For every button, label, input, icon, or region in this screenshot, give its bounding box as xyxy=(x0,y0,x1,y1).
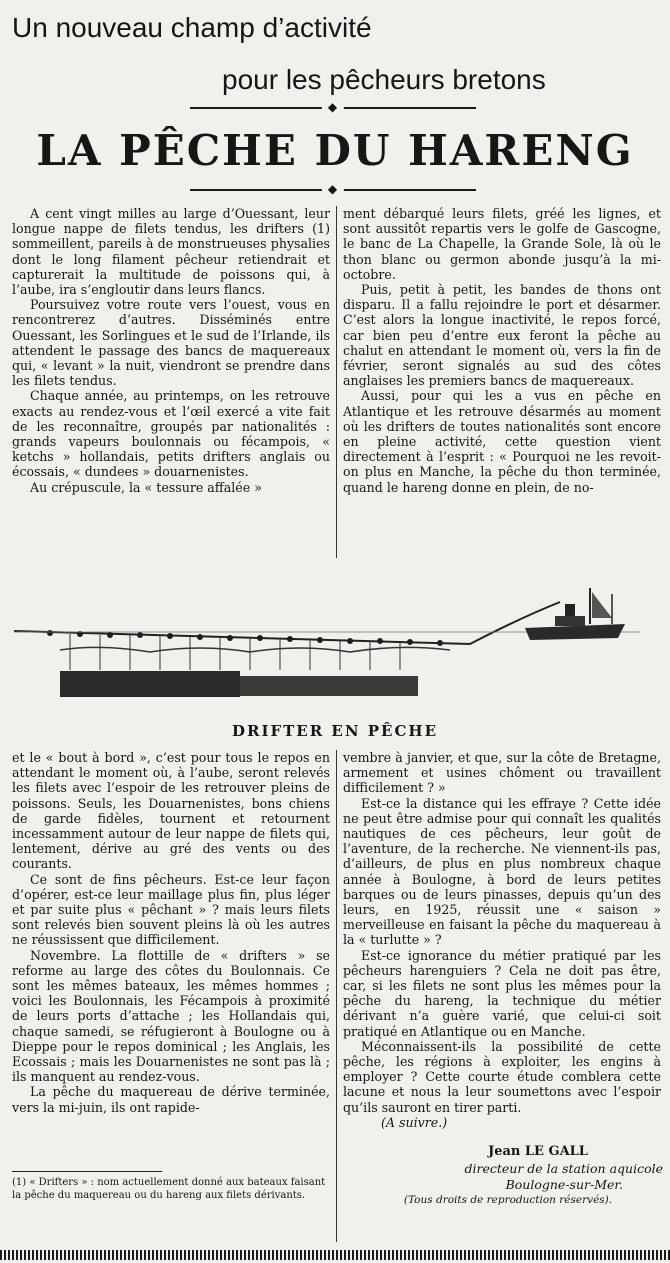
paragraph: Est-ce ignorance du métier pratiqué par les pêcheurs harenguiers ? Cela ne doit pas être, car, si les filets ne sont plus les mêmes pour la pêche du hareng, la technique du métier dérivant n’a guère varié, que celui-ci soit pratiqué en Atlantique ou en Manche. xyxy=(343,947,661,1039)
rights-notice: (Tous droits de reproduction réservés). xyxy=(403,1194,613,1206)
column-1 xyxy=(12,206,330,558)
paragraph: La pêche du maquereau de dérive terminée, vers la mi-juin, ils ont rapide- xyxy=(12,1084,330,1115)
ornamental-rule-bottom xyxy=(190,184,476,196)
column-divider xyxy=(336,750,337,1242)
author-location: Boulogne-sur-Mer. xyxy=(505,1177,623,1192)
author-name: Jean LE GALL xyxy=(488,1144,588,1159)
column-3 xyxy=(12,750,330,1168)
paragraph: et le « bout à bord », c’est pour tous le repos en attendant le moment où, à l’aube, seront relevés les filets avec l’espoir de les retrouver pleins de poissons. Seuls, les Douarnenistes, bons chiens de garde fidèles, tournent et retournent incessamment autour de leur nappe de filets qui, lentement, dérive au gré des vents ou des courants. xyxy=(12,750,330,872)
footnote: (1) « Drifters » : nom actuellement donné aux bateaux faisant la pêche du maquereau ou du hareng aux filets dérivants. xyxy=(12,1177,326,1201)
drifter-illustration xyxy=(0,578,670,706)
kicker-line-1: Un nouveau champ d’activité xyxy=(12,12,372,43)
headline: LA PÊCHE DU HARENG xyxy=(36,126,634,175)
signature-block xyxy=(353,1143,663,1208)
illustration-caption: DRIFTER EN PÊCHE xyxy=(231,722,439,740)
paragraph: Puis, petit à petit, les bandes de thons ont disparu. Il a fallu rejoindre le port et désarmer. C’est alors la longue inactivité, le repos forcé, car bien peu d’entre eux feront la pêche au chalut en attendant le moment où, vers la fin de février, seront signalés au sud des côtes anglaises les premiers bancs de maquereaux. xyxy=(343,282,661,389)
column-4 xyxy=(343,750,661,1145)
paragraph: Aussi, pour qui les a vus en pêche en Atlantique et les retrouve désarmés au moment où les drifters de toutes nationalités sont encore en pleine activité, cette question vient directement à l’esprit : « Pourquoi ne les revoit-on plus en Manche, la pêche du thon terminée, quand le hareng donne en plein, de no- xyxy=(343,388,661,495)
paragraph: Est-ce la distance qui les effraye ? Cette idée ne peut être admise pour qui connaît les qualités nautiques de ces pêcheurs, leur goût de l’aventure, de la recherche. Ne viennent-ils pas, d’ailleurs, de plus en plus nombreux chaque année à Boulogne, à bord de leurs petites barques ou de leurs pinasses, depuis qu’un des leurs, en 1925, réussit une « saison » merveilleuse en faisant la pêche du maquereau à la « turlutte » ? xyxy=(343,795,661,948)
paragraph: Novembre. La flottille de « drifters » se reforme au large des côtes du Boulonnais. Ce sont les mêmes bateaux, les mêmes hommes ; voici les Boulonnais, les Fécampois à proximité de leurs ports d’attache ; les Hollandais qui, chaque samedi, se réfugieront à Boulogne ou à Dieppe pour le repos dominical ; les Anglais, les Ecossais ; mais les Douarnenistes ne sont pas là ; ils manquent au rendez-vous. xyxy=(12,947,330,1085)
ornament-icon: ◆ xyxy=(322,98,344,116)
paragraph: A cent vingt milles au large d’Ouessant, leur longue nappe de filets tendus, les drifters (1) sommeillent, pareils à de monstrueuses physalies dont le long filament pêcheur retiendrait et capturerait la multitude de poissons qui, à l’aube, ira s’engloutir dans leurs flancs. xyxy=(12,206,330,298)
paragraph: ment débarqué leurs filets, gréé les lignes, et sont aussitôt repartis vers le golfe de Gascogne, le banc de La Chapelle, la Grande Sole, là où le thon blanc ou germon abonde jusqu’à la mi-octobre. xyxy=(343,206,661,282)
kicker-line-2: pour les pêcheurs bretons xyxy=(222,64,546,95)
to-be-continued: (A suivre.) xyxy=(381,1114,448,1130)
ornamental-rule-top xyxy=(190,102,476,114)
column-divider xyxy=(336,206,337,558)
paragraph: vembre à janvier, et que, sur la côte de Bretagne, armement et usines chôment ou travaillent difficilement ? » xyxy=(343,750,661,796)
column-2 xyxy=(343,206,661,558)
paragraph: Poursuivez votre route vers l’ouest, vous en rencontrerez d’autres. Disséminés entre Ouessant, les Sorlingues et le sud de l’Irlande, ils attendent le passage des bancs de maquereaux qui, « levant » la nuit, viendront se prendre dans les filets tendus. xyxy=(12,297,330,389)
ornament-icon: ◆ xyxy=(322,180,344,198)
paragraph: Chaque année, au printemps, on les retrouve exacts au rendez-vous et l’œil exercé a vite fait de les reconnaître, groupés par nationalités : grands vapeurs boulonnais ou fécampois, « ketchs » hollandais, petits drifters anglais ou écossais, « dundees » douarnenistes. xyxy=(12,388,330,480)
paragraph: Ce sont de fins pêcheurs. Est-ce leur façon d’opérer, est-ce leur maillage plus fin, plus léger et par suite plus « pêchant » ? mais leurs filets sont relevés bien souvent pleins là où les autres ne réussissent que difficilement. xyxy=(12,871,330,948)
footnote-rule xyxy=(12,1171,162,1172)
bottom-border-strip xyxy=(0,1250,670,1260)
author-title: directeur de la station aquicole xyxy=(464,1161,663,1176)
paragraph: Méconnaissent-ils la possibilité de cette pêche, les régions à exploiter, les engins à employer ? Cette courte étude comblera cette lacune et nous la leur soumettons avec l’espoir qu’ils sauront en tirer parti. xyxy=(343,1038,661,1115)
drifter-net-drawing xyxy=(0,578,670,706)
paragraph: Au crépuscule, la « tessure affalée » xyxy=(30,479,262,495)
